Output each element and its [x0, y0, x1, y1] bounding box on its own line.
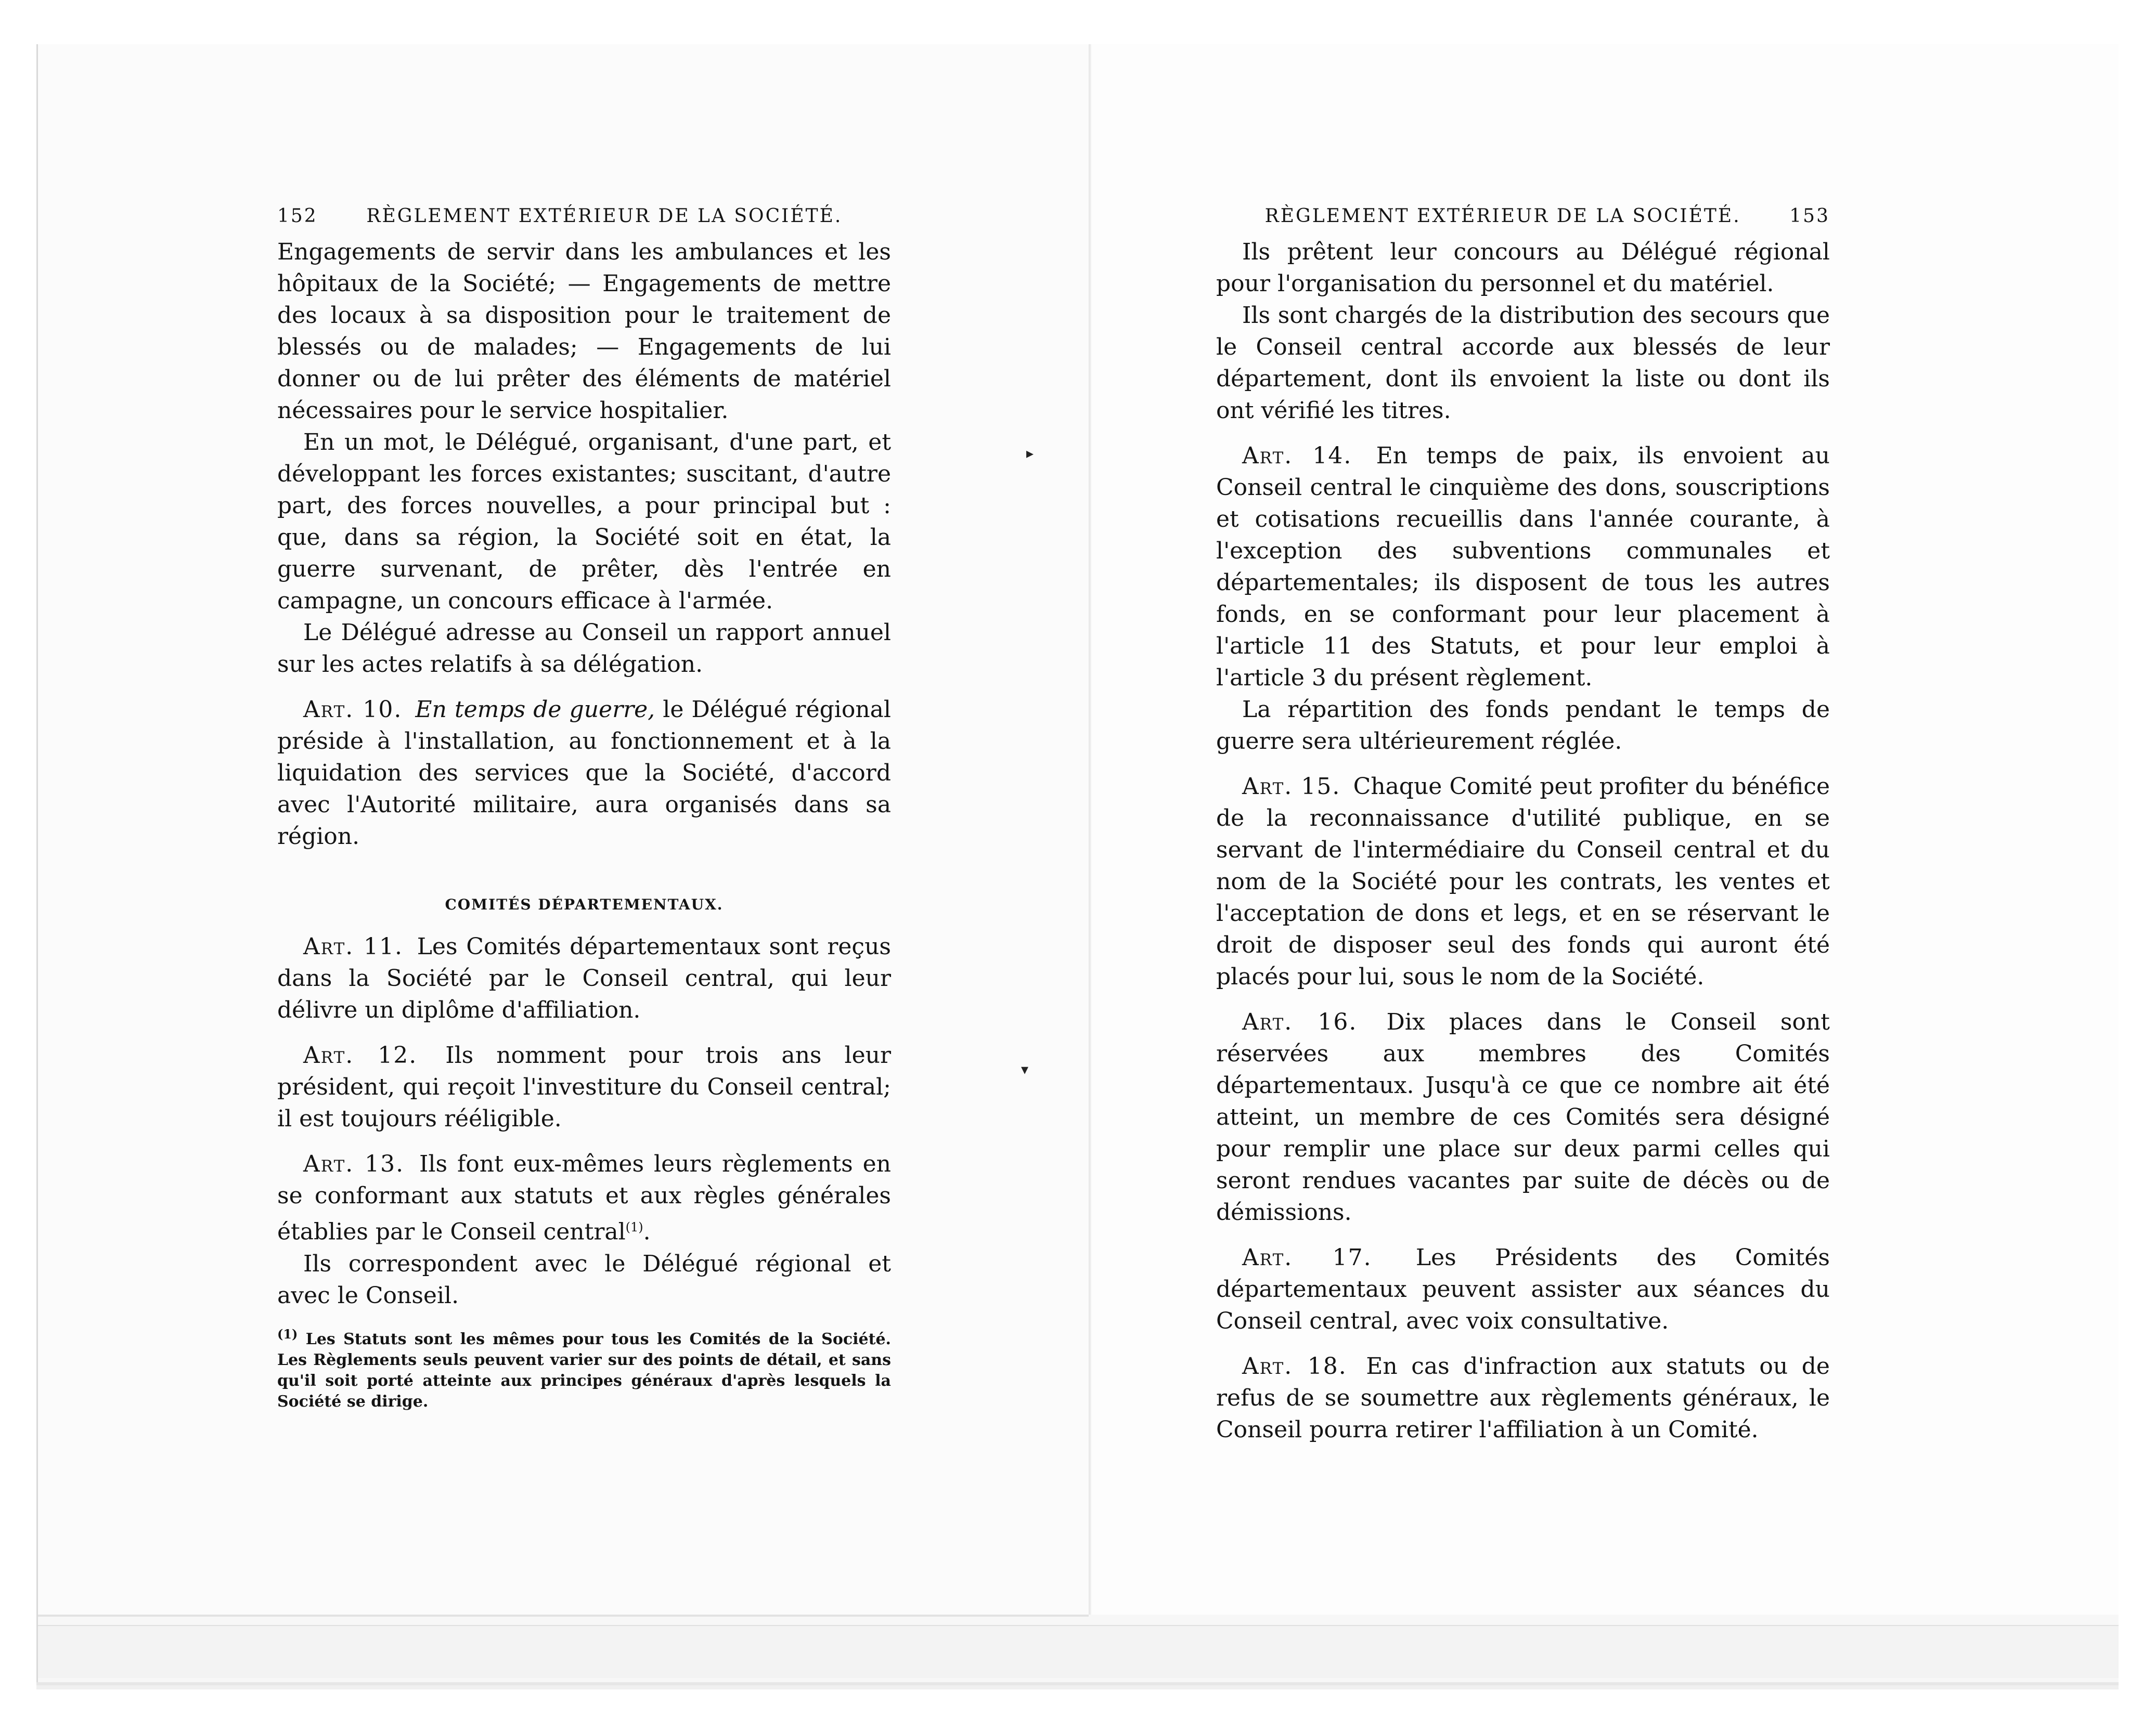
open-book — [36, 44, 2119, 1682]
article-14-label: Art. 14. — [1242, 443, 1352, 469]
right-page-header — [1216, 200, 1830, 232]
arrow-right-icon: ▸ — [1026, 445, 1034, 462]
article-14-text: En temps de paix, ils envoient au Conseil central le cinquième des dons, souscriptions et cotisations recueillis dans l'année courante, à l'exception des subventions communales et départementales; ils disposent de tous les autres fonds, en se conformant pour leur placement à l'article 11 des Statuts, et pour leur emploi à l'article 3 du présent règlement. — [1216, 443, 1830, 691]
article-17 — [1216, 1242, 1830, 1337]
right-page — [1091, 44, 2119, 1615]
right-paragraph-1: Ils prêtent leur concours au Délégué régional pour l'organisation du personnel et du matériel. — [1216, 239, 1830, 297]
article-15 — [1216, 771, 1830, 993]
article-11-label: Art. 11. — [303, 933, 403, 960]
article-17-label: Art. 17. — [1242, 1244, 1372, 1271]
right-text-column — [1216, 200, 1830, 1446]
article-10 — [277, 694, 891, 852]
left-paragraph-1: Engagements de servir dans les ambulances et les hôpitaux de la Société; — Engagements de mettre des locaux à sa disposition pour le traitement de blessés ou de malades; — Engagements de lui donner ou de lui prêter des éléments de matériel nécessaires pour le service hospitalier. — [277, 239, 891, 424]
left-paragraph-2: En un mot, le Délégué, organisant, d'une part, et développant les forces existantes; suscitant, d'autre part, des forces nouvelles, a pour principal but : que, dans sa région, la Société soit en état, la guerre survenant, de prêter, dès l'entrée en campagne, un concours efficace à l'armée. — [277, 429, 891, 614]
article-18-label: Art. 18. — [1242, 1353, 1347, 1380]
article-13-end: . — [643, 1218, 651, 1245]
left-page — [38, 44, 1089, 1617]
article-11-text: Les Comités départementaux sont reçus dans la Société par le Conseil central, qui leur délivre un diplôme d'affiliation. — [277, 933, 891, 1023]
left-page-number: 152 — [277, 205, 318, 227]
arrow-down-icon: ▾ — [1021, 1061, 1029, 1078]
article-12-label: Art. 12. — [303, 1042, 418, 1069]
left-paragraph-3: Le Délégué adresse au Conseil un rapport annuel sur les actes relatifs à sa délégation. — [277, 619, 891, 678]
article-13-text: Ils font eux-mêmes leurs règlements en se conformant aux statuts et aux règles générales établies par le Conseil central — [277, 1151, 891, 1245]
article-18-text: En cas d'infraction aux statuts ou de refus de se soumettre aux règlements généraux, le Conseil pourra retirer l'affiliation à un Comité. — [1216, 1353, 1830, 1443]
footnote-ref: (1) — [277, 1326, 298, 1342]
section-heading: COMITÉS DÉPARTEMENTAUX. — [445, 896, 724, 913]
article-15-text: Chaque Comité peut profiter du bénéfice de la reconnaissance d'utilité publique, en se servant de l'intermédiaire du Conseil central et du nom de la Société pour les contrats, les ventes et l'acceptation de dons et legs, et en se réservant le droit de disposer seul des fonds qui auront été placés pour lui, sous le nom de la Société. — [1216, 773, 1830, 990]
left-paragraph-correspondence: Ils correspondent avec le Délégué régional et avec le Conseil. — [277, 1250, 891, 1309]
article-12 — [277, 1039, 891, 1135]
article-10-label: Art. 10. — [303, 696, 403, 723]
article-15-label: Art. 15. — [1242, 773, 1341, 800]
right-paragraph-2: Ils sont chargés de la distribution des secours que le Conseil central accorde aux blessés de leur département, dont ils envoient la liste ou dont ils ont vérifié les titres. — [1216, 302, 1830, 424]
article-16-label: Art. 16. — [1242, 1009, 1358, 1035]
article-13 — [277, 1148, 891, 1248]
left-page-header — [277, 200, 891, 232]
right-running-title: RÈGLEMENT EXTÉRIEUR DE LA SOCIÉTÉ. — [1264, 205, 1741, 227]
left-text-column — [277, 200, 891, 1428]
footnote-marker: (1) — [625, 1220, 643, 1234]
right-page-number: 153 — [1789, 205, 1830, 227]
article-10-text: le Délégué régional préside à l'installation, au fonctionnement et à la liquidation des services que la Société, d'accord avec l'Autorité militaire, aura organisés dans sa région. — [277, 696, 891, 850]
article-17-text: Les Présidents des Comités départementaux peuvent assister aux séances du Conseil central, avec voix consultative. — [1216, 1244, 1830, 1334]
book-bottom-edge — [38, 1625, 2119, 1678]
article-18 — [1216, 1350, 1830, 1446]
footnote-text: Les Statuts sont les mêmes pour tous les Comités de la Société. Les Règlements seuls peuvent varier sur des points de détail, et sans qu'il soit porté atteinte aux principes généraux d'après lesquels la Société se dirige. — [277, 1330, 891, 1411]
left-running-title: RÈGLEMENT EXTÉRIEUR DE LA SOCIÉTÉ. — [366, 205, 843, 227]
article-14 — [1216, 440, 1830, 694]
footnote — [277, 1324, 891, 1412]
article-11 — [277, 931, 891, 1026]
article-16 — [1216, 1006, 1830, 1228]
article-10-italic: En temps de guerre, — [415, 696, 655, 723]
article-16-text: Dix places dans le Conseil sont réservées aux membres des Comités départementaux. Jusqu'à ce que ce nombre ait été atteint, un membre de ces Comités sera désigné pour remplir une place sur deux parmi celles qui seront rendues vacantes par suite de décès ou de démissions. — [1216, 1009, 1830, 1226]
right-paragraph-repartition: La répartition des fonds pendant le temps de guerre sera ultérieurement réglée. — [1216, 696, 1830, 755]
article-12-text: Ils nomment pour trois ans leur président, qui reçoit l'investiture du Conseil central; il est toujours rééligible. — [277, 1042, 891, 1132]
article-13-label: Art. 13. — [303, 1151, 405, 1177]
